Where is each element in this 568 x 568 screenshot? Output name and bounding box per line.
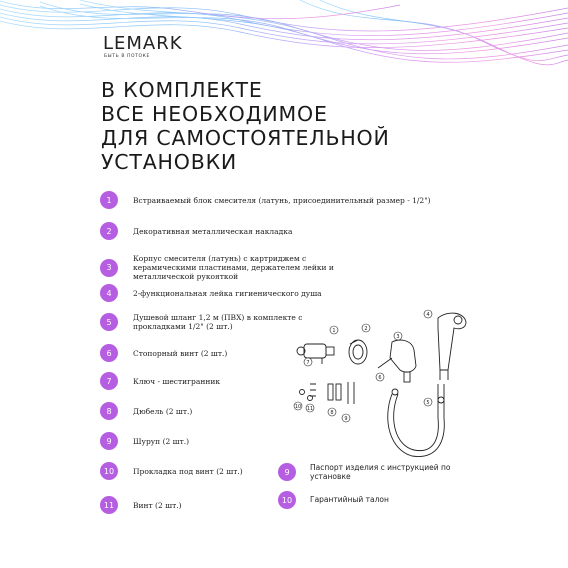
list-item bbox=[100, 191, 480, 209]
extra-number-badge: 9 bbox=[278, 463, 296, 481]
item-number-badge: 7 bbox=[100, 372, 118, 390]
headline-line: ДЛЯ САМОСТОЯТЕЛЬНОЙ bbox=[101, 126, 390, 150]
item-text: Душевой шланг 1,2 м (ПВХ) в комплекте с прокладками 1/2" (2 шт.) bbox=[133, 313, 303, 331]
item-text: Стопорный винт (2 шт.) bbox=[133, 348, 228, 358]
extra-text: Паспорт изделия с инструкцией по установке bbox=[310, 463, 451, 481]
hose-drawing bbox=[388, 384, 445, 457]
item-text: Встраиваемый блок смесителя (латунь, присоединительный размер - 1/2") bbox=[133, 195, 431, 205]
diagram-label: 3 bbox=[396, 334, 400, 340]
mixer-block-drawing bbox=[297, 344, 334, 364]
item-number-badge: 4 bbox=[100, 284, 118, 302]
list-item bbox=[100, 372, 300, 390]
item-number-badge: 5 bbox=[100, 313, 118, 331]
list-item bbox=[100, 313, 315, 331]
item-text: Шуруп (2 шт.) bbox=[133, 436, 190, 446]
diagram-label: 6 bbox=[378, 375, 382, 381]
parts-exploded-diagram bbox=[288, 300, 478, 470]
list-item bbox=[100, 344, 300, 362]
diagram-label: 7 bbox=[306, 360, 310, 366]
decorative-plate-drawing bbox=[349, 340, 367, 364]
list-item bbox=[100, 222, 480, 240]
list-item bbox=[100, 432, 300, 450]
item-number-badge: 6 bbox=[100, 344, 118, 362]
item-number-badge: 3 bbox=[100, 259, 118, 277]
diagram-label: 9 bbox=[344, 416, 348, 422]
diagram-label: 2 bbox=[364, 326, 368, 332]
diagram-label: 8 bbox=[330, 410, 334, 416]
diagram-label: 5 bbox=[426, 400, 430, 406]
diagram-label: 10 bbox=[294, 404, 302, 410]
decorative-wave-banner bbox=[0, 0, 568, 70]
item-text: Декоративная металлическая накладка bbox=[133, 226, 293, 236]
item-number-badge: 9 bbox=[100, 432, 118, 450]
diagram-label: 11 bbox=[306, 406, 314, 412]
extra-number-badge: 10 bbox=[278, 491, 296, 509]
item-text: Дюбель (2 шт.) bbox=[133, 406, 193, 416]
diagram-label: 1 bbox=[332, 328, 336, 334]
headline-line: УСТАНОВКИ bbox=[101, 150, 238, 174]
item-text: Ключ - шестигранник bbox=[133, 376, 221, 386]
item-text: 2-функциональная лейка гигиенического душа bbox=[133, 288, 322, 298]
fasteners-drawing bbox=[300, 382, 355, 404]
list-item bbox=[100, 254, 370, 281]
item-number-badge: 1 bbox=[100, 191, 118, 209]
brand-logo: LEMARK bbox=[103, 33, 183, 54]
headline-line: ВСЕ НЕОБХОДИМОЕ bbox=[101, 102, 328, 126]
list-item bbox=[100, 402, 300, 420]
item-text: Корпус смесителя (латунь) с картриджем с керамическими пластинами, держателем лейки и металлической рукояткой bbox=[133, 254, 334, 281]
brand-tagline: БЫТЬ В ПОТОКЕ bbox=[104, 54, 150, 59]
item-text: Винт (2 шт.) bbox=[133, 500, 182, 510]
item-text: Прокладка под винт (2 шт.) bbox=[133, 466, 243, 476]
item-number-badge: 11 bbox=[100, 496, 118, 514]
headline bbox=[101, 78, 541, 174]
item-number-badge: 10 bbox=[100, 462, 118, 480]
headline-line: В КОМПЛЕКТЕ bbox=[101, 78, 263, 102]
item-number-badge: 8 bbox=[100, 402, 118, 420]
diagram-label: 4 bbox=[426, 312, 430, 318]
list-item bbox=[100, 462, 300, 480]
item-number-badge: 2 bbox=[100, 222, 118, 240]
extra-text: Гарантийный талон bbox=[310, 495, 389, 504]
spray-head-drawing bbox=[438, 313, 466, 380]
list-item bbox=[100, 496, 300, 514]
